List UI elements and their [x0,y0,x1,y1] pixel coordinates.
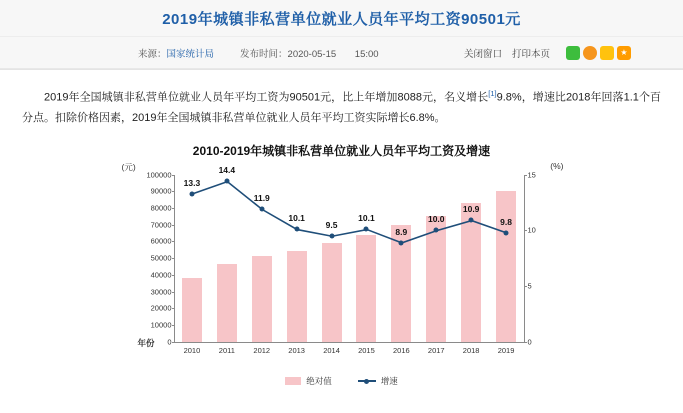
y-axis-left-tick-label: 20000 [150,303,172,313]
chart-title: 2010-2019年城镇非私营单位就业人员年平均工资及增速 [192,143,491,158]
header-divider [0,68,683,69]
share-icon-group [566,46,631,60]
y-axis-left-tick-label: 10000 [150,320,172,330]
y-axis-left-tick-label: 100000 [146,170,172,180]
y-axis-right-tick [524,175,527,176]
title-bar [0,0,683,37]
y-axis-left-tick-label: 60000 [150,236,172,246]
x-axis-tick-label: 2018 [462,345,480,355]
publish-date: 2020-05-15 [287,49,337,60]
qzone-icon[interactable] [600,46,614,60]
source-info [138,46,214,60]
trend-line-point [399,240,404,245]
trend-line-point [294,227,299,232]
y-axis-left-tick-label: 40000 [150,270,172,280]
y-axis-right-tick-label: 0 [527,337,532,347]
trend-line-point [504,230,509,235]
favorite-star-icon[interactable]: ★ [617,46,631,60]
meta-left-group [138,46,379,60]
y-axis-right-tick [524,286,527,287]
trend-line-value-label: 13.3 [183,177,201,188]
y-axis-right-tick-label: 10 [527,225,536,235]
trend-line-value-label: 10.9 [462,204,480,215]
x-axis-tick-label: 2013 [288,345,305,355]
x-axis-tick-label: 2017 [427,345,445,355]
legend-line-label: 增速 [380,375,398,386]
x-axis-tick-label: 2011 [218,345,235,355]
y-axis-left-tick-label: 70000 [150,220,172,230]
trend-line-value-label: 8.9 [395,226,408,237]
x-axis-tick-label: 2015 [358,345,375,355]
x-axis-tick-label: 2010 [183,345,201,355]
source-value: 国家统计局 [166,49,215,60]
chart-legend [0,375,683,387]
y-axis-right-tick [524,342,527,343]
sina-weibo-icon[interactable] [583,46,597,60]
y-axis-right-tick-label: 5 [527,281,532,291]
wechat-icon[interactable] [566,46,580,60]
trend-line-point [469,218,474,223]
source-label: 来源： [138,49,167,60]
article-paragraph [22,84,661,128]
publish-label: 发布时间： [240,49,288,60]
y-axis-left-tick [172,342,175,343]
x-axis-label: 年份 [137,337,155,348]
y-axis-left-tick-label: 50000 [150,253,172,263]
legend-item-line [358,375,398,387]
legend-bar-swatch [285,377,301,385]
trend-line-point [364,227,369,232]
trend-line-point [259,207,264,212]
meta-right-group [464,46,631,60]
publish-time: 15:00 [354,49,379,60]
page-title: 2019年城镇非私营单位就业人员年平均工资90501元 [162,10,521,28]
y-axis-right-tick-label: 15 [527,170,536,180]
legend-line-swatch [358,380,376,382]
trend-line-point [329,233,334,238]
article-body [0,70,683,128]
y-axis-right-tick [524,230,527,231]
trend-line-value-label: 9.5 [325,219,338,230]
paragraph-text-part1: 2019年全国城镇非私营单位就业人员年平均工资为90501元，比上年增加8088元，名义增长 [44,91,489,104]
trend-line-value-label: 11.9 [253,193,270,204]
trend-line-value-label: 14.4 [218,165,236,176]
legend-item-bar [285,375,332,387]
chart-plot-area [121,160,564,365]
y-axis-left-tick-label: 80000 [150,203,172,213]
y-axis-left-unit: (元) [121,161,136,172]
y-axis-left-tick-label: 0 [167,337,172,347]
trend-line-point [434,228,439,233]
trend-line-value-label: 10.1 [358,213,375,224]
print-page-link[interactable]: 打印本页 [511,49,550,60]
footnote-ref: [1] [488,89,497,98]
trend-line-value-label: 9.8 [500,216,512,227]
trend-line [175,175,524,342]
meta-bar [0,37,683,70]
right-axis-line [524,175,525,342]
x-axis-tick-label: 2014 [323,345,340,355]
trend-line-value-label: 10.1 [288,213,305,224]
x-axis-tick-label: 2016 [393,345,410,355]
x-axis-tick-label: 2012 [253,345,271,355]
y-axis-left-tick-label: 30000 [150,287,172,297]
paragraph-text-part2: 9.8%，增速比2018年回落1.1个百分点。扣除价格因素，2019年全国城镇非私营单位就业人员年平均工资实际增长6.8%。 [22,91,661,124]
y-axis-left-tick-label: 90000 [150,186,172,196]
chart-container [0,142,683,387]
trend-line-value-label: 10.0 [427,214,445,225]
trend-line-point [189,191,194,196]
trend-line-point [224,179,229,184]
close-window-link[interactable]: 关闭窗口 [463,49,502,60]
x-axis-tick-label: 2019 [497,345,515,355]
legend-bar-label: 绝对值 [306,375,332,386]
y-axis-right-unit: (%) [550,160,564,171]
publish-info [240,46,379,60]
